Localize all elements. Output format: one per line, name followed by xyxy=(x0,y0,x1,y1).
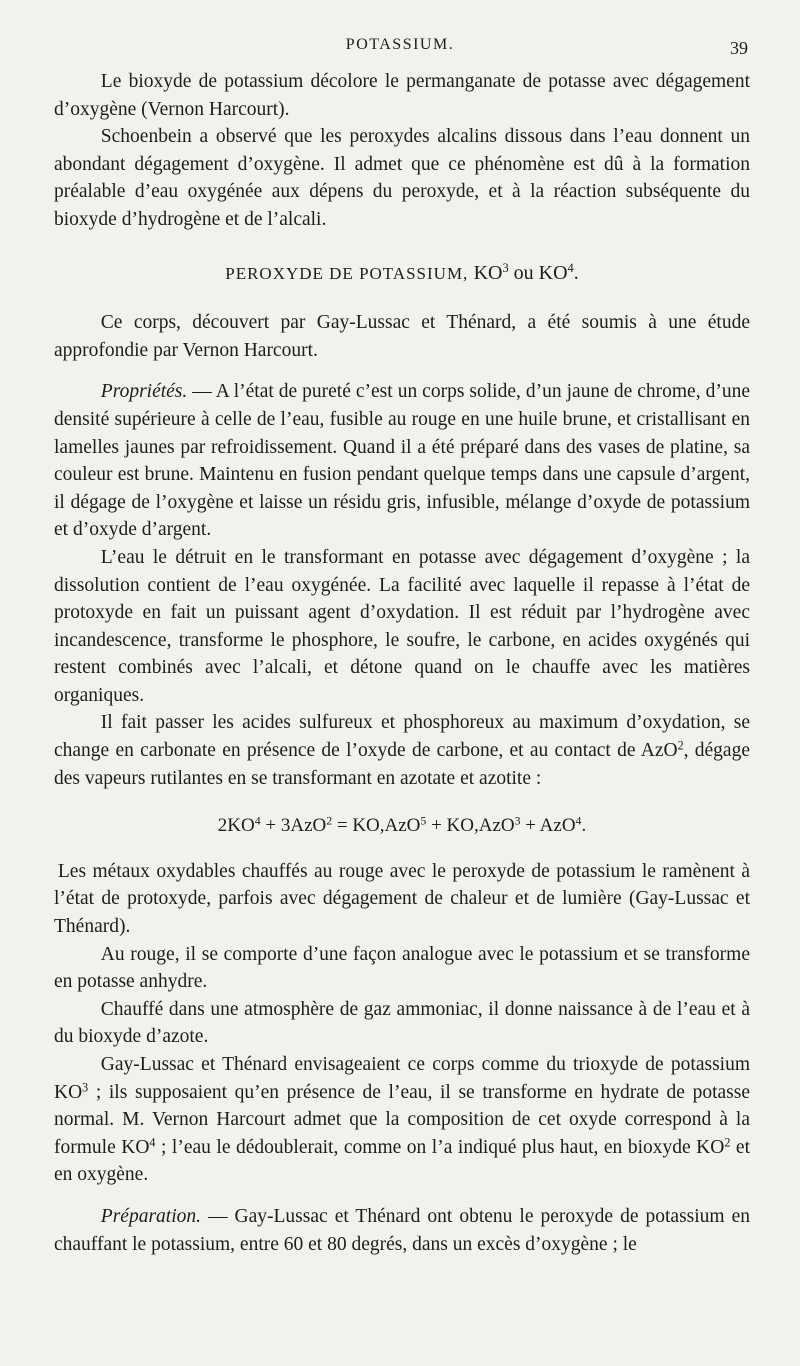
paragraph: Chauffé dans une atmosphère de gaz ammoniac, il donne naissance à de l’eau et à du bioxyde d’azote. xyxy=(54,998,750,1048)
paragraph: Gay-Lussac et Thénard envisageaient ce corps comme du trioxyde de potassium $KO^3$ ; ils supposaient qu’en présence de l’eau, il se transforme en hydrate de potasse normal. M. Vernon Harcourt admet que la composition de cet oxyde correspond à la formule $KO^4$ ; l’eau le dédoublerait, comme on l’a indiqué plus haut, en bioxyde $KO^2$ et en oxygène. xyxy=(54,1054,750,1186)
paragraph: Ce corps, découvert par Gay-Lussac et Thénard, a été soumis à une étude approfondie par Vernon Harcourt. xyxy=(54,312,750,361)
chemical-equation: $2KO^4 + 3AzO^2 = KO,AzO^5 + KO,AzO^3 + AzO^4$. xyxy=(217,814,587,837)
paragraph: Les métaux oxydables chauffés au rouge avec le peroxyde de potassium le ramènent à l’état de protoxyde, parfois avec dégagement de chaleur et de lumière (Gay-Lussac et Thénard). xyxy=(54,860,750,938)
subheading-preparation: Préparation. xyxy=(100,1205,202,1227)
paragraph-text: — Gay-Lussac et Thénard ont obtenu le peroxyde de potassium en chauffant le potassium, entre 60 et 80 degrés, dans un excès d’oxygène ; le xyxy=(54,1205,750,1255)
body-text xyxy=(54,68,750,1258)
paragraph-text: — A l’état de pureté c’est un corps solide, d’un jaune de chrome, d’une densité supérieure à celle de l’eau, fusible au rouge en une huile brune, et cristallisant en lamelles jaunes par refroidissement. Quand il a été préparé dans des vases de platine, sa couleur est brune. Maintenu en fusion pendant quelque temps dans une capsule d’argent, il dégage de l’oxygène et laisse un résidu gris, infusible, mélange d’oxyde de potassium et d’oxyde d’argent. xyxy=(54,381,750,541)
paragraph: Schoenbein a observé que les peroxydes alcalins dissous dans l’eau donnent un abondant dégagement d’oxygène. Il admet que ce phénomène est dû à la formation préalable d’eau oxygénée aux dépens du peroxyde, et à la réaction subséquente du bioxyde d’hydrogène et de l’alcali. xyxy=(54,126,750,230)
paragraph: Le bioxyde de potassium décolore le permanganate de potasse avec dégagement d’oxygène (Vernon Harcourt). xyxy=(54,71,750,120)
paragraph-preparation xyxy=(54,1203,750,1258)
paragraph: Il fait passer les acides sulfureux et phosphoreux au maximum d’oxydation, se change en carbonate en présence de l’oxyde de carbone, et au contact de AzO$^2$, dégage des vapeurs rutilantes en se transformant en azotate et azotite : xyxy=(54,712,750,789)
running-head xyxy=(0,36,800,60)
running-title: POTASSIUM. xyxy=(345,36,455,53)
paragraph: L’eau le détruit en le transformant en potasse avec dégagement d’oxygène ; la dissolution contient de l’eau oxygénée. La facilité avec laquelle il repasse à l’état de protoxyde en fait un puissant agent d’oxydation. Il est réduit par l’hydrogène avec incandescence, transforme le phosphore, le soufre, le carbone, en acides oxygénés qui restent combinés avec l’alcali, et détone quand on le chauffe avec les matières organiques. xyxy=(54,546,750,706)
paragraph-properties xyxy=(54,378,750,544)
subheading-properties: Propriétés. xyxy=(100,381,188,403)
section-title xyxy=(54,260,750,288)
paragraph: Au rouge, il se comporte d’une façon analogue avec le potassium et se transforme en potasse anhydre. xyxy=(54,943,750,993)
section-formula: $KO^3$ ou $KO^4$. xyxy=(473,260,579,284)
section-title-text: PEROXYDE DE POTASSIUM, xyxy=(225,263,469,283)
page-number: 39 xyxy=(730,38,748,58)
